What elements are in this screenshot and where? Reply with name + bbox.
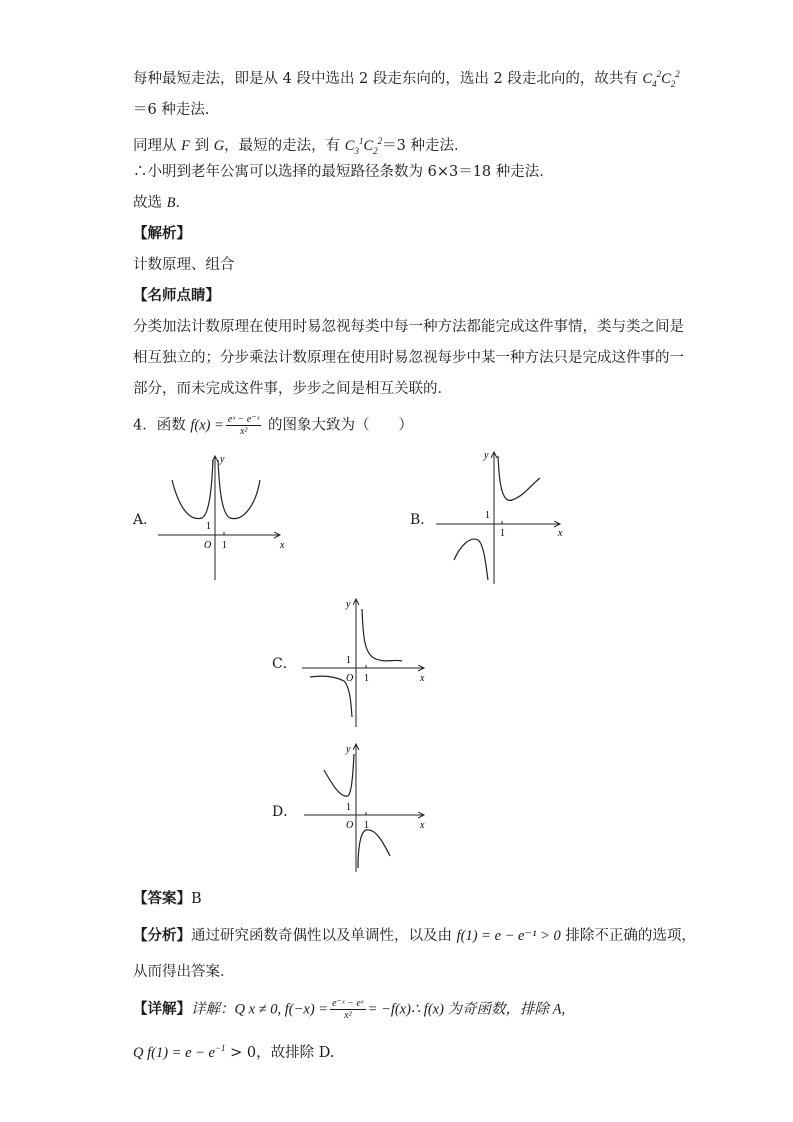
curve-right — [358, 830, 390, 868]
option-a-label[interactable]: A． — [133, 512, 158, 528]
question-tail: 的图象大致为（ ） — [263, 417, 414, 434]
text-segment: ，最短的走法，有 — [224, 137, 345, 154]
y-label: y — [346, 744, 351, 755]
point-label: F — [181, 137, 190, 154]
origin-label: O — [204, 540, 212, 551]
detail-line — [133, 998, 565, 1021]
x-label: x — [558, 528, 563, 539]
detail-formula: 详解：Q x ≠ 0, f(−x) = — [191, 1001, 329, 1018]
option-b-label[interactable]: B． — [410, 512, 435, 528]
question-number: 4．函数 — [133, 417, 191, 434]
detail-formula: Q f(1) = e − e — [133, 1044, 215, 1061]
one-x-label: 1 — [500, 528, 505, 539]
one-y-label: 1 — [346, 802, 351, 813]
exponent: −1 — [214, 1043, 226, 1053]
fraction-denominator: x² — [239, 426, 248, 437]
one-x-label: 1 — [222, 540, 227, 551]
function-name: f — [190, 417, 195, 434]
text-segment: 同理从 — [133, 137, 182, 154]
y-label: y — [220, 454, 225, 465]
one-x-label: 1 — [364, 820, 369, 831]
analysis-line — [133, 926, 696, 946]
text-segment: ＝3 种走法． — [382, 137, 469, 154]
graph-d[interactable] — [300, 740, 434, 876]
origin-label: O — [346, 673, 354, 684]
one-y-label: 1 — [346, 655, 351, 666]
detail-fraction — [330, 998, 366, 1021]
text-line: ∴小明到老年公寓可以选择的最短路径条数为 6×3＝18 种走法． — [133, 164, 554, 180]
function-arg: (x) = — [194, 417, 224, 434]
text-line — [133, 193, 190, 213]
mingshi-line: 相互独立的；分步乘法计数原理在使用时易忽视每步中某一种方法只是完成这件事的一 — [133, 350, 684, 366]
detail-line-2 — [133, 1038, 334, 1063]
curve-left — [454, 539, 488, 580]
function-fraction — [226, 414, 262, 437]
x-label: x — [420, 820, 425, 831]
text-segment: 通过研究函数奇偶性以及单调性，以及由 — [191, 928, 457, 944]
one-y-label: 1 — [206, 521, 211, 532]
answer-line — [133, 889, 202, 909]
jiexi-tag: 【解析】 — [133, 225, 191, 242]
point-label: G — [213, 137, 225, 154]
mingshi-tag: 【名师点睛】 — [133, 287, 220, 304]
answer-tag: 【答案】 — [133, 890, 191, 907]
detail-tag: 【详解】 — [133, 1000, 191, 1018]
answer-value: B — [191, 891, 202, 907]
analysis-formula: f(1) = e − e⁻¹ > 0 — [456, 928, 561, 944]
analysis-tag: 【分析】 — [133, 927, 191, 944]
curve-right — [362, 609, 402, 661]
curve-left — [324, 754, 354, 796]
detail-formula-tail: = −f(x)∴ f(x) 为奇函数，排除 A, — [367, 1001, 566, 1018]
text-line — [133, 131, 468, 161]
graph-a[interactable] — [158, 452, 290, 584]
x-label: x — [420, 673, 425, 684]
text-segment: 故选 — [133, 195, 167, 211]
option-d-label[interactable]: D． — [272, 804, 298, 820]
detail-tail: > 0，故排除 D. — [225, 1044, 335, 1061]
text-line — [133, 64, 680, 94]
option-c-label[interactable]: C． — [272, 656, 297, 672]
graph-c[interactable] — [298, 595, 434, 730]
mingshi-line: 分类加法计数原理在使用时易忽视每类中每一种方法都能完成这件事情，类与类之间是 — [133, 319, 684, 335]
origin-label: O — [346, 820, 354, 831]
y-label: y — [346, 599, 351, 610]
text-line: ＝6 种走法． — [133, 102, 220, 118]
choice-letter: B — [166, 195, 176, 211]
curve-left — [172, 460, 213, 519]
mingshi-line: 部分，而未完成这件事，步步之间是相互关联的． — [133, 381, 452, 397]
fraction-denominator: x² — [344, 1010, 352, 1021]
x-label: x — [280, 540, 285, 551]
curve-right — [498, 456, 540, 500]
text-segment: 到 — [189, 137, 214, 154]
fraction-numerator: e⁻ˣ − eˣ — [332, 998, 364, 1009]
jiexi-text: 计数原理、组合 — [133, 257, 235, 273]
text-segment: ． — [175, 195, 190, 211]
one-x-label: 1 — [364, 673, 369, 684]
graph-b[interactable] — [432, 448, 572, 588]
text-segment: 排除不正确的选项， — [560, 928, 696, 944]
one-y-label: 1 — [485, 510, 490, 521]
y-label: y — [484, 450, 489, 461]
combination-symbol: $C_4^2C_2^2$ — [642, 69, 680, 89]
question-line — [133, 414, 413, 437]
fraction-numerator: eˣ − e⁻ˣ — [227, 414, 260, 425]
curve-right — [218, 460, 260, 519]
combination-symbol: $C_3^1C_2^2$ — [344, 136, 383, 156]
analysis-line-2: 从而得出答案． — [133, 964, 235, 980]
text-segment: 每种最短走法，即是从 4 段中选出 2 段走东向的，选出 2 段走北向的，故共有 — [133, 70, 643, 87]
